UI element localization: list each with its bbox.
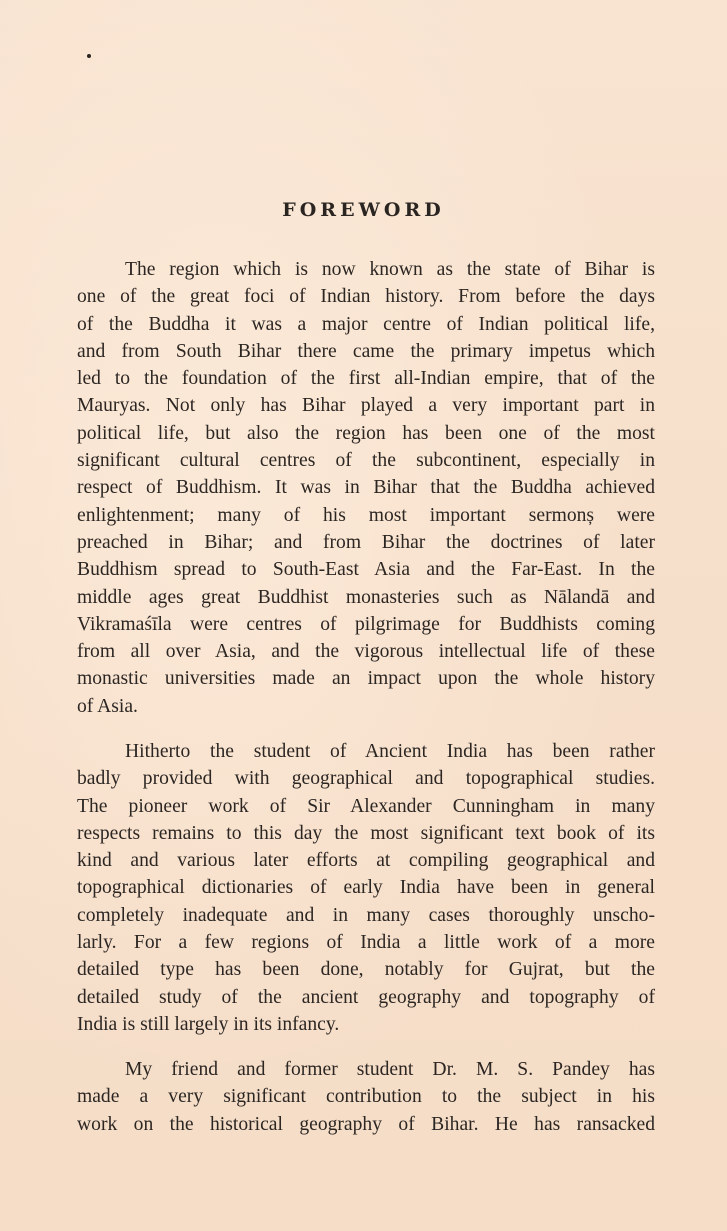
text-line: Buddhism spread to South-East Asia and the Far-East. In the [77,559,655,581]
text-line: detailed type has been done, notably for Gujrat, but the [77,959,655,981]
text-line: significant cultural centres of the subcontinent, especially in [77,450,655,472]
text-line: larly. For a few regions of India a little work of a more [77,932,655,954]
text-line: work on the historical geography of Bihar. He has ransacked [77,1113,655,1135]
text-line: preached in Bihar; and from Bihar the doctrines of later [77,531,655,553]
text-line: completely inadequate and in many cases thoroughly unscho- [77,904,655,926]
text-line: and from South Bihar there came the primary impetus which [77,340,655,362]
text-line: made a very significant contribution to the subject in his [77,1086,655,1108]
text-line: Mauryas. Not only has Bihar played a very important part in [77,395,655,417]
text-line: respects remains to this day the most significant text book of its [77,822,655,844]
paragraph-1 [77,256,655,720]
text-line: detailed study of the ancient geography and topography of [77,986,655,1008]
text-line: middle ages great Buddhist monasteries such as Nālandā and [77,586,655,608]
paragraph-3 [77,1056,655,1138]
text-line: from all over Asia, and the vigorous intellectual life of these [77,641,655,663]
text-line: Vikramaśīla were centres of pilgrimage for Buddhists coming [77,613,655,635]
text-line: of the Buddha it was a major centre of Indian political life, [77,313,655,335]
text-line: led to the foundation of the first all-Indian empire, that of the [77,368,655,390]
paragraph-2 [77,738,655,1038]
text-line: kind and various later efforts at compiling geographical and [77,850,655,872]
text-line: badly provided with geographical and topographical studies. [77,768,655,790]
text-line: Hitherto the student of Ancient India has been rather [125,741,655,762]
text-line: The pioneer work of Sir Alexander Cunningham in many [77,795,655,817]
text-line: topographical dictionaries of early India have been in general [77,877,655,899]
text-line: one of the great foci of Indian history. From before the days [77,286,655,308]
page-title: FOREWORD [282,199,445,221]
text-line: political life, but also the region has been one of the most [77,422,655,444]
text-line: enlightenment; many of his most important sermonș were [77,504,655,526]
text-line: monastic universities made an impact upon the whole history [77,668,655,690]
text-line: respect of Buddhism. It was in Bihar that the Buddha achieved [77,477,655,499]
ink-speck [87,54,91,58]
text-line: The region which is now known as the state of Bihar is [125,259,655,280]
text-line: of Asia. [77,695,138,717]
text-line: My friend and former student Dr. M. S. Pandey has [125,1059,655,1080]
text-line: India is still largely in its infancy. [77,1013,340,1035]
